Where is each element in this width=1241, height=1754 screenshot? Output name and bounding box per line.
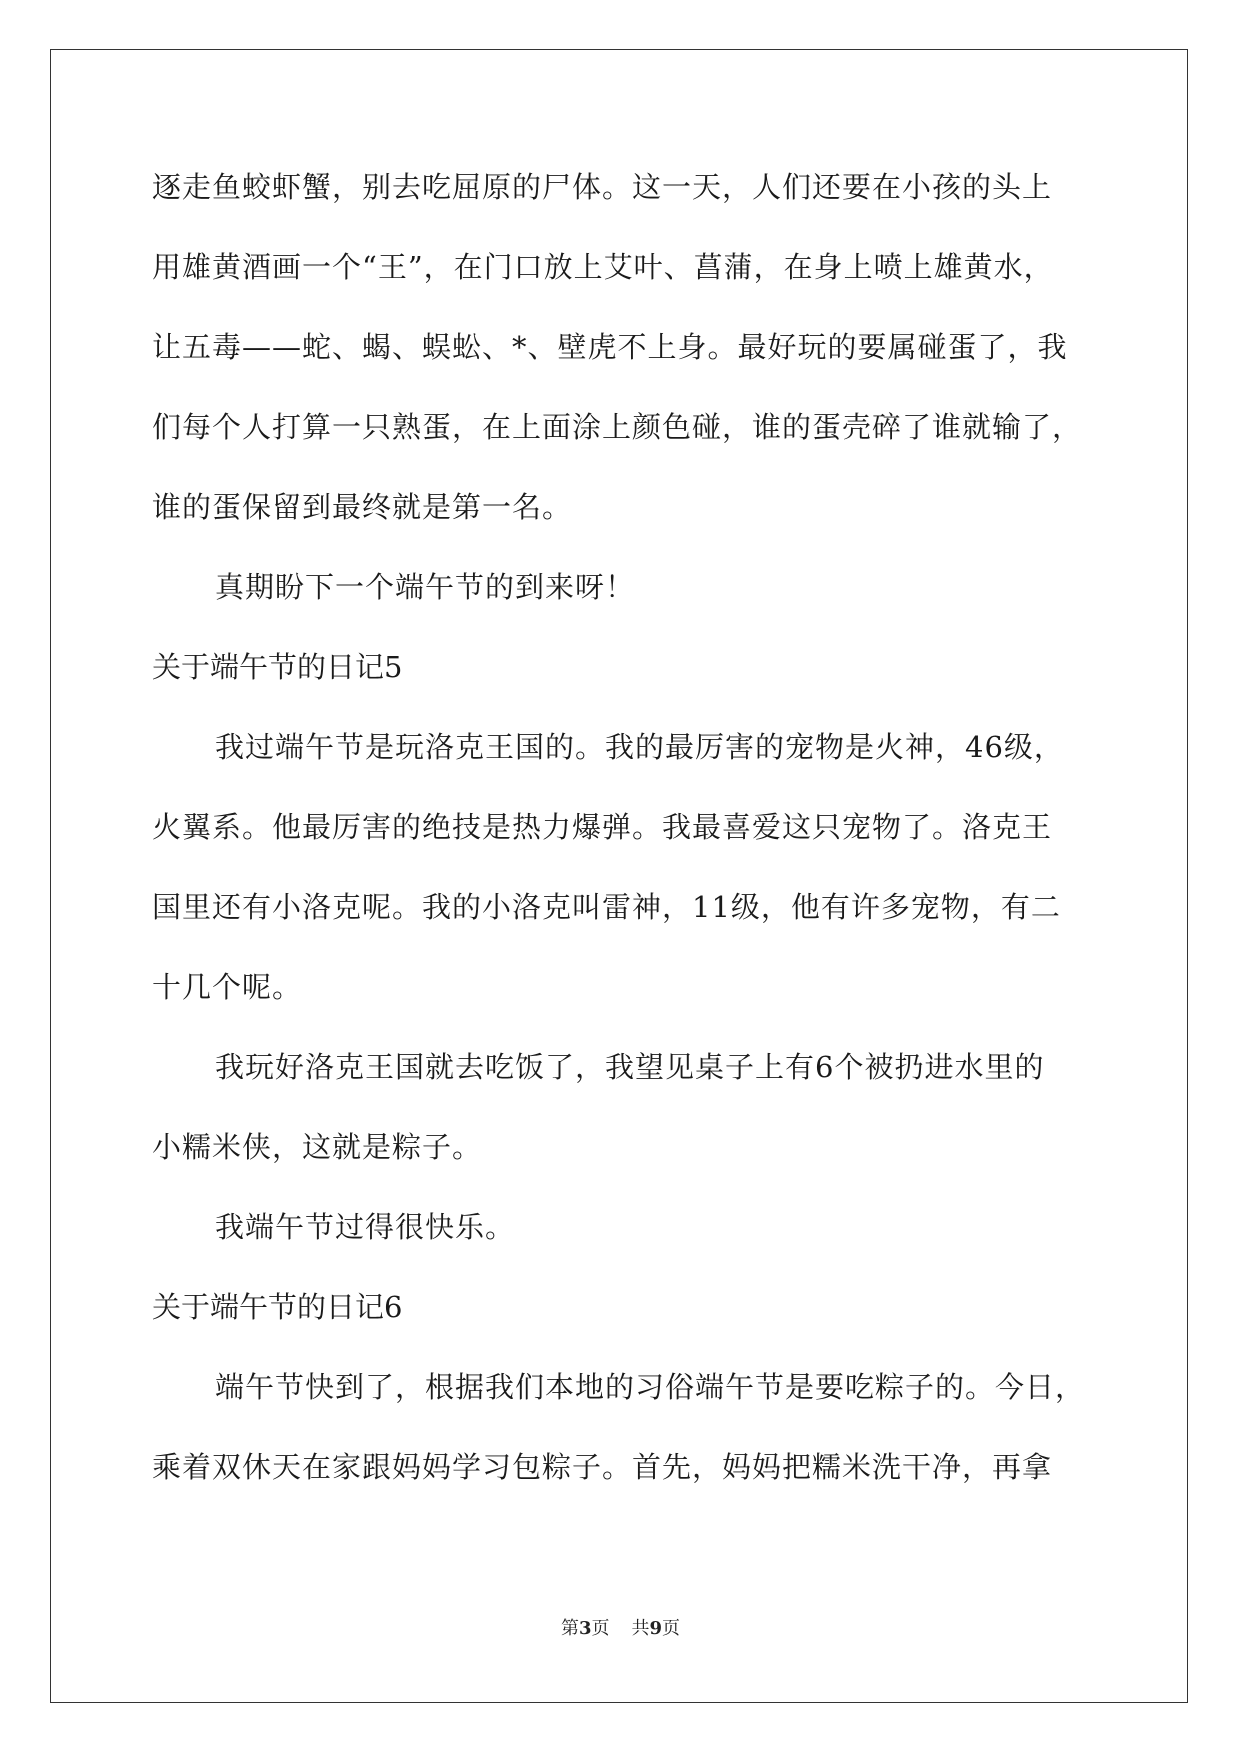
current-page-number: 3: [578, 1618, 592, 1639]
total-page-number: 9: [649, 1618, 663, 1639]
paragraph-line: 用雄黄酒画一个“王”，在门口放上艾叶、菖蒲，在身上喷上雄黄水，: [152, 250, 1054, 284]
paragraph-line: 十几个呢。: [152, 970, 303, 1004]
paragraph-line: 们每个人打算一只熟蛋，在上面涂上颜色碰，谁的蛋壳碎了谁就输了，: [152, 410, 1083, 444]
paragraph-line: 谁的蛋保留到最终就是第一名。: [152, 490, 573, 524]
paragraph-line: 逐走鱼蛟虾蟹，别去吃屈原的尸体。这一天，人们还要在小孩的头上: [152, 170, 1053, 204]
paragraph-line: 小糯米侠，这就是粽子。: [152, 1130, 483, 1164]
paragraph-line: 我玩好洛克王国就去吃饭了，我望见桌子上有6个被扔进水里的: [215, 1050, 1045, 1084]
total-prefix: 共: [631, 1618, 650, 1639]
document-body: [152, 155, 1102, 1515]
page-suffix: 页: [591, 1618, 610, 1639]
section-heading: 关于端午节的日记6: [152, 1290, 403, 1324]
paragraph-line: 乘着双休天在家跟妈妈学习包粽子。首先，妈妈把糯米洗干净，再拿: [152, 1450, 1053, 1484]
paragraph-line: 端午节快到了，根据我们本地的习俗端午节是要吃粽子的。今日，: [215, 1370, 1086, 1404]
total-suffix: 页: [662, 1618, 681, 1639]
paragraph-line: 真期盼下一个端午节的到来呀！: [215, 570, 636, 604]
section-heading: 关于端午节的日记5: [152, 650, 403, 684]
paragraph-line: 我过端午节是玩洛克王国的。我的最厉害的宠物是火神，46级，: [215, 730, 1064, 764]
paragraph-line: 国里还有小洛克呢。我的小洛克叫雷神，11级，他有许多宠物，有二: [152, 890, 1061, 924]
paragraph-line: 火翼系。他最厉害的绝技是热力爆弹。我最喜爱这只宠物了。洛克王: [152, 810, 1053, 844]
paragraph-line: 我端午节过得很快乐。: [215, 1210, 516, 1244]
page-prefix: 第: [560, 1618, 579, 1639]
page-footer: [0, 1614, 1241, 1640]
paragraph-line: 让五毒——蛇、蝎、蜈蚣、*、壁虎不上身。最好玩的要属碰蛋了，我: [152, 330, 1068, 364]
